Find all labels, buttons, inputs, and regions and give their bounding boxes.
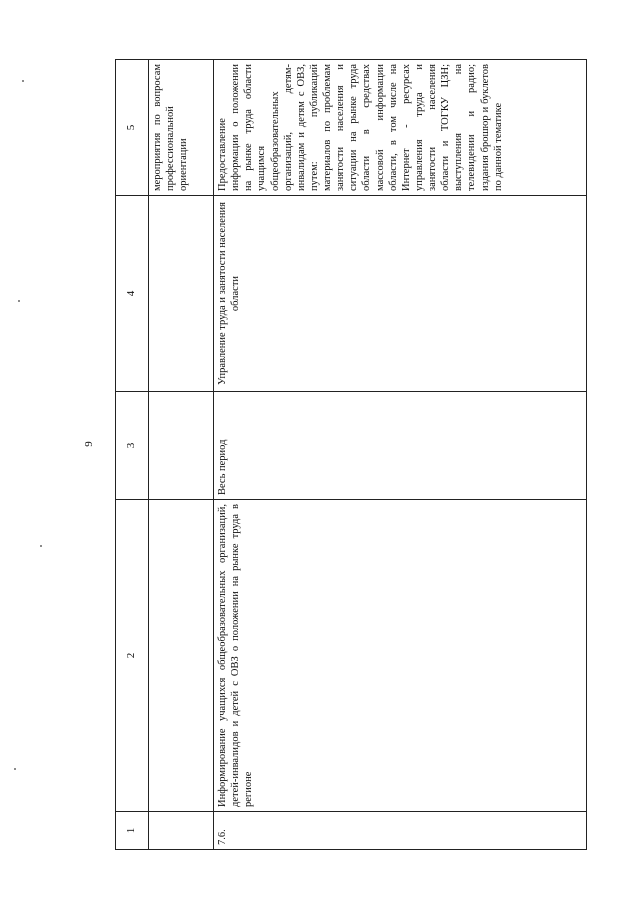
rotated-table-container [115, 60, 587, 850]
header-col-3: 3 [116, 392, 149, 500]
row-result: Предоставление информации о положении на рынке труда области учащимся общеобразовательных организаций, детям-инвалидам и детям с ОВЗ, путем: публикаций материалов по проблемам занятости населения и ситуации на рынке труда области в средствах массовой информации области, в том числе на Интернет - ресурсах управления труда и занятости населения области и ТОГКУ ЦЗН; выступления на телевидении и радио; издания брошюр и буклетов по данной тематике [214, 60, 587, 196]
scan-speck [22, 80, 24, 82]
page-number: 9 [82, 441, 95, 447]
row-period: Весь период [214, 392, 587, 500]
row-responsible: Управление труда и занятости населения области [214, 196, 587, 392]
continued-result-cell: мероприятия по вопросам профессиональной ориентации [149, 60, 214, 196]
plan-table [115, 59, 587, 850]
header-col-1: 1 [116, 812, 149, 850]
row-number: 7.6. [214, 812, 587, 850]
scan-speck [40, 545, 42, 547]
header-row [116, 60, 149, 850]
header-col-4: 4 [116, 196, 149, 392]
continued-row [149, 60, 214, 850]
header-col-5: 5 [116, 60, 149, 196]
table-row [214, 60, 587, 850]
scan-speck [18, 300, 20, 302]
row-description: Информирование учащихся общеобразовательных организаций, детей-инвалидов и детей с ОВЗ о положении на рынке труда в регионе [214, 500, 587, 812]
header-col-2: 2 [116, 500, 149, 812]
scan-speck [14, 768, 16, 770]
